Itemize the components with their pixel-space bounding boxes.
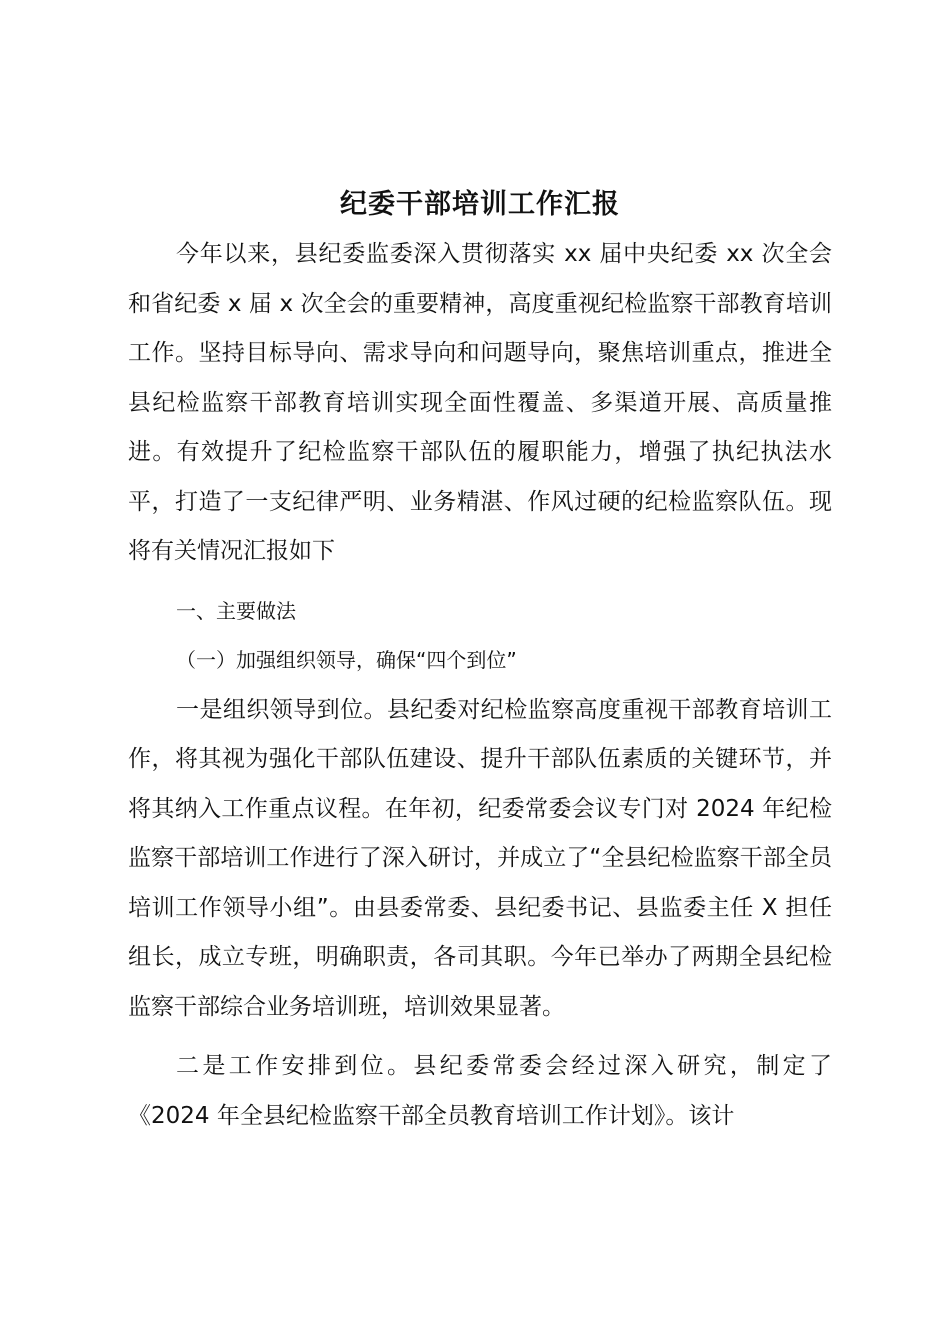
document-title: 纪委干部培训工作汇报 [340, 189, 620, 220]
section-heading-main-practices: 一、主要做法 [176, 598, 296, 623]
spacer [128, 577, 832, 587]
spacer [128, 1032, 832, 1042]
body-paragraph-work-arrangement: 二是工作安排到位。县纪委常委会经过深入研究，制定了《2024 年全县纪检监察干部全员教育培训工作计划》。该计 [128, 1053, 832, 1129]
intro-paragraph: 今年以来，县纪委监委深入贯彻落实 xx 届中央纪委 xx 次全会和省纪委 x 届 x 次全会的重要精神，高度重视纪检监察干部教育培训工作。坚持目标导向、需求导向和问题导向，聚焦培训重点，推进全县纪检监察干部教育培训实现全面性覆盖、多渠道开展、高质量推进。有效提升了纪检监察干部队伍的履职能力，增强了执纪执法水平，打造了一支纪律严明、业务精湛、作风过硬的纪检监察队伍。现将有关情况汇报如下 [128, 241, 832, 564]
body-paragraph-leadership: 一是组织领导到位。县纪委对纪检监察高度重视干部教育培训工作，将其视为强化干部队伍建设、提升干部队伍素质的关键环节，并将其纳入工作重点议程。在年初，纪委常委会议专门对 2024 年纪检监察干部培训工作进行了深入研讨，并成立了“全县纪检监察干部全员培训工作领导小组”。由县委常委、县纪委书记、县监委主任 X 担任组长，成立专班，明确职责，各司其职。今年已举办了两期全县纪检监察干部综合业务培训班，培训效果显著。 [128, 696, 832, 1020]
document-page [128, 182, 832, 1141]
subsection-heading-leadership: （一）加强组织领导，确保“四个到位” [176, 648, 517, 672]
